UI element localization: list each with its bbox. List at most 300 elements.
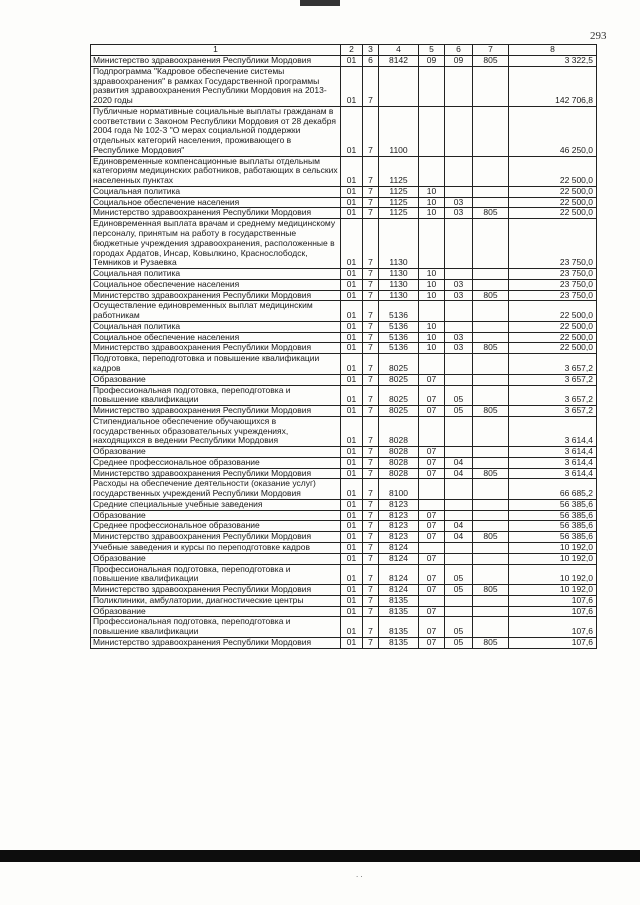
row-code-4: 8028 xyxy=(379,468,419,479)
row-code-3: 7 xyxy=(363,532,379,543)
header-cell-razdel: 5 xyxy=(419,45,445,56)
row-code-3: 6 xyxy=(363,56,379,67)
table-row xyxy=(91,197,597,208)
row-code-5: 10 xyxy=(419,290,445,301)
row-code-4: 1100 xyxy=(379,106,419,156)
row-amount: 107,6 xyxy=(509,617,597,638)
row-name: Профессиональная подготовка, переподготовка и повышение квалификации xyxy=(91,385,341,406)
row-code-2: 01 xyxy=(341,457,363,468)
budget-table-body xyxy=(91,45,597,649)
row-code-6: 03 xyxy=(445,343,473,354)
row-code-5: 10 xyxy=(419,343,445,354)
scan-top-mark xyxy=(300,0,340,6)
row-code-2: 01 xyxy=(341,564,363,585)
row-name: Образование xyxy=(91,374,341,385)
row-code-2: 01 xyxy=(341,321,363,332)
row-code-5 xyxy=(419,416,445,446)
row-code-5 xyxy=(419,499,445,510)
row-name: Министерство здравоохранения Республики Мордовия xyxy=(91,532,341,543)
row-code-7: 805 xyxy=(473,56,509,67)
scan-footer-mark: . . xyxy=(356,870,363,879)
row-amount: 22 500,0 xyxy=(509,301,597,322)
row-code-4 xyxy=(379,66,419,106)
row-code-4: 8025 xyxy=(379,406,419,417)
row-code-4: 8123 xyxy=(379,521,419,532)
row-code-5: 07 xyxy=(419,510,445,521)
row-code-2: 01 xyxy=(341,354,363,375)
table-row xyxy=(91,269,597,280)
row-name: Министерство здравоохранения Республики Мордовия xyxy=(91,406,341,417)
row-code-5: 10 xyxy=(419,279,445,290)
row-code-3: 7 xyxy=(363,468,379,479)
row-code-3: 7 xyxy=(363,595,379,606)
row-code-2: 01 xyxy=(341,468,363,479)
row-code-6 xyxy=(445,374,473,385)
row-code-4: 8135 xyxy=(379,595,419,606)
row-code-7: 805 xyxy=(473,290,509,301)
row-amount: 22 500,0 xyxy=(509,197,597,208)
row-name: Социальное обеспечение населения xyxy=(91,197,341,208)
header-cell-target: 4 xyxy=(379,45,419,56)
row-amount: 56 385,6 xyxy=(509,532,597,543)
row-code-7 xyxy=(473,457,509,468)
row-code-2: 01 xyxy=(341,197,363,208)
row-code-2: 01 xyxy=(341,585,363,596)
row-name: Профессиональная подготовка, переподготовка и повышение квалификации xyxy=(91,564,341,585)
row-code-3: 7 xyxy=(363,354,379,375)
row-name: Публичные нормативные социальные выплаты гражданам в соответствии с Законом Республики Мордовия от 28 декабря 2004 года № 102-З "О мерах социальной поддержки отдельных категорий населения, проживающего в Республике Мордовия" xyxy=(91,106,341,156)
row-code-4: 8135 xyxy=(379,637,419,648)
row-code-3: 7 xyxy=(363,637,379,648)
row-amount: 46 250,0 xyxy=(509,106,597,156)
row-name: Социальная политика xyxy=(91,186,341,197)
row-name: Образование xyxy=(91,510,341,521)
table-row xyxy=(91,479,597,500)
row-code-5: 09 xyxy=(419,56,445,67)
row-amount: 3 657,2 xyxy=(509,385,597,406)
row-amount: 66 685,2 xyxy=(509,479,597,500)
table-row xyxy=(91,279,597,290)
row-amount: 3 657,2 xyxy=(509,374,597,385)
row-amount: 22 500,0 xyxy=(509,343,597,354)
row-code-7 xyxy=(473,186,509,197)
row-name: Образование xyxy=(91,606,341,617)
row-code-5: 10 xyxy=(419,208,445,219)
row-amount: 10 192,0 xyxy=(509,553,597,564)
header-cell-ministry: 7 xyxy=(473,45,509,56)
row-code-4: 1125 xyxy=(379,208,419,219)
row-code-4: 1125 xyxy=(379,156,419,186)
row-code-2: 01 xyxy=(341,385,363,406)
row-code-5 xyxy=(419,595,445,606)
table-row xyxy=(91,406,597,417)
row-code-2: 01 xyxy=(341,416,363,446)
row-code-7 xyxy=(473,301,509,322)
row-code-4: 1130 xyxy=(379,219,419,269)
row-code-7 xyxy=(473,197,509,208)
row-code-3: 7 xyxy=(363,343,379,354)
row-code-5 xyxy=(419,479,445,500)
row-code-7: 805 xyxy=(473,468,509,479)
table-row xyxy=(91,385,597,406)
row-code-6: 03 xyxy=(445,279,473,290)
row-code-3: 7 xyxy=(363,279,379,290)
row-code-7 xyxy=(473,332,509,343)
row-code-6 xyxy=(445,479,473,500)
row-code-3: 7 xyxy=(363,301,379,322)
row-code-4: 1130 xyxy=(379,290,419,301)
row-amount: 22 500,0 xyxy=(509,156,597,186)
row-code-7 xyxy=(473,510,509,521)
row-code-4: 8124 xyxy=(379,585,419,596)
row-code-3: 7 xyxy=(363,510,379,521)
table-row xyxy=(91,499,597,510)
row-code-5 xyxy=(419,301,445,322)
row-amount: 3 614,4 xyxy=(509,457,597,468)
row-code-4: 8124 xyxy=(379,564,419,585)
row-code-5: 07 xyxy=(419,385,445,406)
row-code-3: 7 xyxy=(363,208,379,219)
row-amount: 23 750,0 xyxy=(509,219,597,269)
table-header-row xyxy=(91,45,597,56)
row-code-5: 10 xyxy=(419,197,445,208)
table-row xyxy=(91,595,597,606)
row-code-7 xyxy=(473,416,509,446)
row-code-2: 01 xyxy=(341,542,363,553)
header-cell-amount: 8 xyxy=(509,45,597,56)
row-code-7 xyxy=(473,106,509,156)
row-name: Социальное обеспечение населения xyxy=(91,332,341,343)
row-code-7 xyxy=(473,521,509,532)
row-code-3: 7 xyxy=(363,219,379,269)
row-amount: 56 385,6 xyxy=(509,521,597,532)
row-amount: 107,6 xyxy=(509,606,597,617)
row-code-4: 8028 xyxy=(379,457,419,468)
row-code-4: 1130 xyxy=(379,269,419,280)
row-code-3: 7 xyxy=(363,416,379,446)
table-row xyxy=(91,637,597,648)
row-amount: 3 614,4 xyxy=(509,416,597,446)
row-code-4: 8025 xyxy=(379,385,419,406)
row-name: Социальная политика xyxy=(91,269,341,280)
table-row xyxy=(91,321,597,332)
table-row xyxy=(91,343,597,354)
table-row xyxy=(91,290,597,301)
row-code-2: 01 xyxy=(341,532,363,543)
row-code-4: 8135 xyxy=(379,606,419,617)
row-name: Профессиональная подготовка, переподготовка и повышение квалификации xyxy=(91,617,341,638)
row-code-6 xyxy=(445,156,473,186)
row-code-6 xyxy=(445,416,473,446)
row-code-2: 01 xyxy=(341,343,363,354)
row-code-5: 10 xyxy=(419,321,445,332)
row-code-5 xyxy=(419,106,445,156)
row-code-6 xyxy=(445,606,473,617)
row-code-5: 07 xyxy=(419,585,445,596)
row-code-6 xyxy=(445,301,473,322)
row-name: Социальное обеспечение населения xyxy=(91,279,341,290)
row-code-3: 7 xyxy=(363,374,379,385)
row-code-6 xyxy=(445,553,473,564)
table-row xyxy=(91,617,597,638)
header-cell-podrazdel: 6 xyxy=(445,45,473,56)
row-code-4: 5136 xyxy=(379,301,419,322)
table-row xyxy=(91,510,597,521)
row-amount: 23 750,0 xyxy=(509,269,597,280)
row-name: Министерство здравоохранения Республики Мордовия xyxy=(91,290,341,301)
row-code-2: 01 xyxy=(341,332,363,343)
row-name: Министерство здравоохранения Республики Мордовия xyxy=(91,56,341,67)
row-amount: 22 500,0 xyxy=(509,321,597,332)
row-code-5: 07 xyxy=(419,553,445,564)
row-name: Министерство здравоохранения Республики Мордовия xyxy=(91,208,341,219)
page-number: 293 xyxy=(590,30,607,42)
row-code-2: 01 xyxy=(341,290,363,301)
row-code-6 xyxy=(445,510,473,521)
row-code-2: 01 xyxy=(341,66,363,106)
row-name: Расходы на обеспечение деятельности (оказание услуг) государственных учреждений Республики Мордовия xyxy=(91,479,341,500)
row-code-3: 7 xyxy=(363,385,379,406)
row-code-2: 01 xyxy=(341,595,363,606)
row-name: Подпрограмма "Кадровое обеспечение системы здравоохранения" в рамках Государственной программы развития здравоохранения Республики Мордовия на 2013-2020 годы xyxy=(91,66,341,106)
row-code-4: 8025 xyxy=(379,374,419,385)
table-row xyxy=(91,585,597,596)
row-code-6: 03 xyxy=(445,197,473,208)
row-code-7 xyxy=(473,606,509,617)
row-code-2: 01 xyxy=(341,56,363,67)
table-row xyxy=(91,374,597,385)
table-row xyxy=(91,156,597,186)
row-code-2: 01 xyxy=(341,617,363,638)
row-code-3: 7 xyxy=(363,186,379,197)
table-row xyxy=(91,219,597,269)
row-code-4: 1130 xyxy=(379,279,419,290)
table-row xyxy=(91,468,597,479)
row-code-3: 7 xyxy=(363,585,379,596)
row-code-7: 805 xyxy=(473,585,509,596)
row-name: Среднее профессиональное образование xyxy=(91,521,341,532)
row-code-3: 7 xyxy=(363,197,379,208)
row-code-7 xyxy=(473,595,509,606)
row-code-7 xyxy=(473,219,509,269)
header-cell-subprogram: 3 xyxy=(363,45,379,56)
row-code-6 xyxy=(445,354,473,375)
row-code-2: 01 xyxy=(341,479,363,500)
row-code-3: 7 xyxy=(363,290,379,301)
row-code-6 xyxy=(445,595,473,606)
row-amount: 10 192,0 xyxy=(509,542,597,553)
row-code-5: 10 xyxy=(419,186,445,197)
row-code-4: 8100 xyxy=(379,479,419,500)
row-code-2: 01 xyxy=(341,301,363,322)
row-name: Стипендиальное обеспечение обучающихся в государственных образовательных учреждениях, находящихся в ведении Республики Мордовия xyxy=(91,416,341,446)
row-code-7 xyxy=(473,564,509,585)
row-name: Министерство здравоохранения Республики Мордовия xyxy=(91,585,341,596)
row-code-7 xyxy=(473,499,509,510)
row-code-2: 01 xyxy=(341,521,363,532)
row-code-4: 8123 xyxy=(379,510,419,521)
table-row xyxy=(91,553,597,564)
table-row xyxy=(91,106,597,156)
row-code-5: 07 xyxy=(419,468,445,479)
row-code-5: 07 xyxy=(419,532,445,543)
row-code-5: 07 xyxy=(419,374,445,385)
row-code-6: 05 xyxy=(445,585,473,596)
row-code-2: 01 xyxy=(341,447,363,458)
row-code-6 xyxy=(445,542,473,553)
row-code-2: 01 xyxy=(341,219,363,269)
table-row xyxy=(91,542,597,553)
row-code-4: 8124 xyxy=(379,542,419,553)
row-amount: 3 657,2 xyxy=(509,406,597,417)
table-row xyxy=(91,416,597,446)
row-name: Средние специальные учебные заведения xyxy=(91,499,341,510)
row-code-3: 7 xyxy=(363,499,379,510)
table-row xyxy=(91,564,597,585)
row-code-6: 05 xyxy=(445,385,473,406)
row-code-4: 8123 xyxy=(379,532,419,543)
row-code-6: 04 xyxy=(445,532,473,543)
table-row xyxy=(91,521,597,532)
row-code-2: 01 xyxy=(341,374,363,385)
row-name: Среднее профессиональное образование xyxy=(91,457,341,468)
row-code-3: 7 xyxy=(363,606,379,617)
row-code-5: 07 xyxy=(419,406,445,417)
header-cell-name: 1 xyxy=(91,45,341,56)
row-amount: 22 500,0 xyxy=(509,186,597,197)
row-code-6: 04 xyxy=(445,468,473,479)
row-amount: 107,6 xyxy=(509,595,597,606)
row-code-7 xyxy=(473,385,509,406)
row-code-5: 07 xyxy=(419,447,445,458)
row-code-6: 05 xyxy=(445,617,473,638)
table-row xyxy=(91,532,597,543)
row-code-5: 07 xyxy=(419,457,445,468)
row-code-3: 7 xyxy=(363,406,379,417)
row-code-6: 09 xyxy=(445,56,473,67)
row-code-3: 7 xyxy=(363,332,379,343)
row-code-2: 01 xyxy=(341,156,363,186)
row-code-7: 805 xyxy=(473,637,509,648)
row-amount: 3 657,2 xyxy=(509,354,597,375)
row-code-6: 05 xyxy=(445,564,473,585)
row-code-4: 1125 xyxy=(379,197,419,208)
row-code-7 xyxy=(473,156,509,186)
row-code-5: 07 xyxy=(419,617,445,638)
row-name: Подготовка, переподготовка и повышение квалификации кадров xyxy=(91,354,341,375)
row-code-3: 7 xyxy=(363,156,379,186)
row-code-3: 7 xyxy=(363,106,379,156)
table-row xyxy=(91,457,597,468)
row-code-7 xyxy=(473,321,509,332)
row-code-5 xyxy=(419,219,445,269)
row-code-4: 8124 xyxy=(379,553,419,564)
row-code-5: 07 xyxy=(419,564,445,585)
row-code-5 xyxy=(419,66,445,106)
row-code-2: 01 xyxy=(341,606,363,617)
row-code-2: 01 xyxy=(341,208,363,219)
row-code-4: 8025 xyxy=(379,354,419,375)
row-code-7 xyxy=(473,374,509,385)
row-amount: 3 322,5 xyxy=(509,56,597,67)
table-row xyxy=(91,56,597,67)
row-code-6 xyxy=(445,447,473,458)
table-row xyxy=(91,606,597,617)
row-code-2: 01 xyxy=(341,637,363,648)
row-amount: 3 614,4 xyxy=(509,447,597,458)
row-code-6 xyxy=(445,321,473,332)
row-code-6: 03 xyxy=(445,208,473,219)
row-code-6: 03 xyxy=(445,290,473,301)
row-code-6: 03 xyxy=(445,332,473,343)
row-code-3: 7 xyxy=(363,321,379,332)
row-name: Образование xyxy=(91,553,341,564)
row-code-3: 7 xyxy=(363,457,379,468)
row-code-3: 7 xyxy=(363,553,379,564)
row-code-4: 8028 xyxy=(379,416,419,446)
row-name: Поликлиники, амбулатории, диагностические центры xyxy=(91,595,341,606)
row-amount: 10 192,0 xyxy=(509,564,597,585)
row-code-3: 7 xyxy=(363,521,379,532)
row-name: Министерство здравоохранения Республики Мордовия xyxy=(91,343,341,354)
row-amount: 107,6 xyxy=(509,637,597,648)
row-amount: 23 750,0 xyxy=(509,279,597,290)
row-amount: 22 500,0 xyxy=(509,332,597,343)
row-code-2: 01 xyxy=(341,406,363,417)
row-code-5: 10 xyxy=(419,269,445,280)
row-code-3: 7 xyxy=(363,269,379,280)
row-code-7: 805 xyxy=(473,208,509,219)
row-name: Единовременные компенсационные выплаты отдельным категориям медицинских работников, работающих в сельских населенных пунктах xyxy=(91,156,341,186)
row-code-6 xyxy=(445,219,473,269)
row-code-3: 7 xyxy=(363,66,379,106)
row-code-4: 8123 xyxy=(379,499,419,510)
row-code-7 xyxy=(473,617,509,638)
table-row xyxy=(91,301,597,322)
row-code-6 xyxy=(445,499,473,510)
row-name: Учебные заведения и курсы по переподготовке кадров xyxy=(91,542,341,553)
row-code-5 xyxy=(419,156,445,186)
row-code-7 xyxy=(473,447,509,458)
row-code-7 xyxy=(473,269,509,280)
row-code-7 xyxy=(473,542,509,553)
row-code-2: 01 xyxy=(341,279,363,290)
row-code-2: 01 xyxy=(341,186,363,197)
row-name: Образование xyxy=(91,447,341,458)
row-code-3: 7 xyxy=(363,542,379,553)
row-code-7 xyxy=(473,553,509,564)
row-amount: 56 385,6 xyxy=(509,499,597,510)
row-code-2: 01 xyxy=(341,553,363,564)
row-code-5: 07 xyxy=(419,637,445,648)
row-code-4: 8142 xyxy=(379,56,419,67)
row-code-4: 8135 xyxy=(379,617,419,638)
row-name: Социальная политика xyxy=(91,321,341,332)
row-code-7: 805 xyxy=(473,343,509,354)
row-code-6 xyxy=(445,186,473,197)
row-code-6: 05 xyxy=(445,406,473,417)
row-code-3: 7 xyxy=(363,564,379,585)
row-code-5 xyxy=(419,354,445,375)
row-amount: 142 706,8 xyxy=(509,66,597,106)
row-code-4: 5136 xyxy=(379,321,419,332)
row-code-7: 805 xyxy=(473,406,509,417)
row-code-6 xyxy=(445,269,473,280)
row-code-7 xyxy=(473,479,509,500)
row-code-2: 01 xyxy=(341,269,363,280)
row-code-5: 07 xyxy=(419,521,445,532)
table-row xyxy=(91,66,597,106)
